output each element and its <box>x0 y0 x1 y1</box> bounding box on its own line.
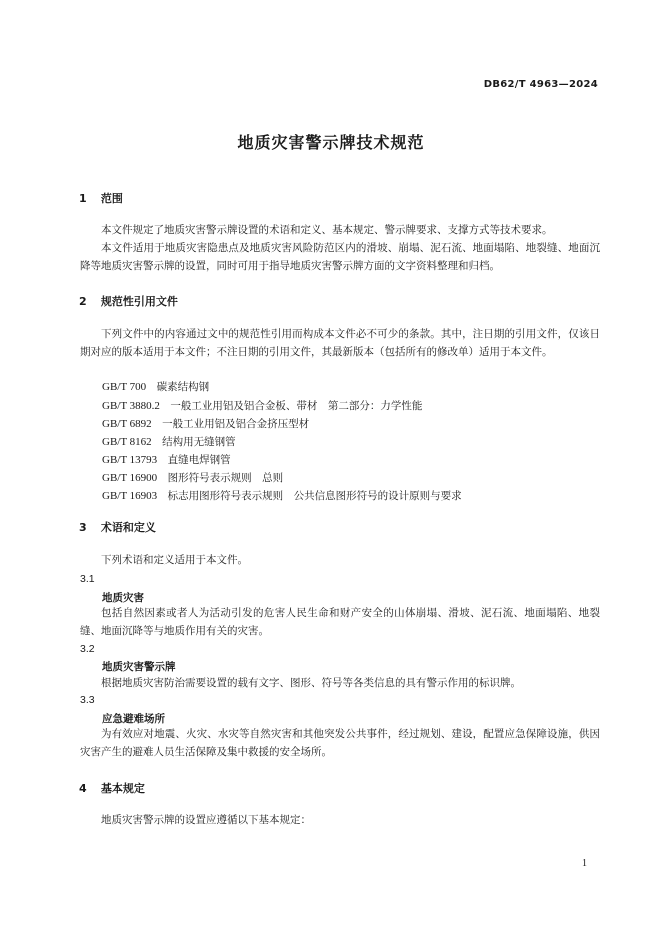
section-title: 范围 <box>100 192 123 205</box>
scope-paragraph-1: 本文件规定了地质灾害警示牌设置的术语和定义、基本规定、警示牌要求、支撑方式等技术要求。 <box>101 224 553 236</box>
reference-name: 结构用无缝钢管 <box>162 436 236 448</box>
section-number: 2 <box>79 295 87 308</box>
section-heading-scope <box>79 190 123 206</box>
scope-paragraph-2: 本文件适用于地质灾害隐患点及地质灾害风险防范区内的滑坡、崩塌、泥石流、地面塌陷、地裂缝、地面沉降等地质灾害警示牌的设置，同时可用于指导地质灾害警示牌方面的文字资料整理和归档。 <box>80 242 600 272</box>
section-title: 基本规定 <box>100 782 145 795</box>
reference-name: 一般工业用铝及铝合金板、带材 第二部分：力学性能 <box>170 400 423 412</box>
section-title: 术语和定义 <box>100 521 156 534</box>
section-heading-basic-provisions <box>79 780 145 796</box>
term-definition: 根据地质灾害防治需要设置的载有文字、图形、符号等各类信息的具有警示作用的标识牌。 <box>101 677 521 689</box>
reference-item <box>102 416 309 431</box>
reference-item <box>102 452 231 467</box>
term-name: 地质灾害 <box>102 592 144 604</box>
term-definition: 为有效应对地震、火灾、水灾等自然灾害和其他突发公共事件，经过规划、建设，配置应急保障设施，供因灾害产生的避难人员生活保障及集中救援的安全场所。 <box>80 728 600 758</box>
term-number: 3.3 <box>80 694 95 706</box>
section-number: 1 <box>79 192 87 205</box>
page-number: 1 <box>582 858 587 869</box>
reference-name: 标志用图形符号表示规则 公共信息图形符号的设计原则与要求 <box>167 490 462 502</box>
term-number: 3.2 <box>80 643 95 655</box>
reference-item <box>102 379 209 394</box>
section-title: 规范性引用文件 <box>100 295 178 308</box>
reference-code: GB/T 8162 <box>102 436 152 448</box>
section-number: 4 <box>79 782 87 795</box>
reference-code: GB/T 6892 <box>102 418 152 430</box>
terms-intro: 下列术语和定义适用于本文件。 <box>101 554 248 566</box>
reference-item <box>102 434 236 449</box>
reference-code: GB/T 700 <box>102 381 147 393</box>
term-name: 应急避难场所 <box>102 713 165 725</box>
reference-code: GB/T 16903 <box>102 490 158 502</box>
section-number: 3 <box>79 521 87 534</box>
term-definition: 包括自然因素或者人为活动引发的危害人民生命和财产安全的山体崩塌、滑坡、泥石流、地面塌陷、地裂缝、地面沉降等与地质作用有关的灾害。 <box>80 607 600 637</box>
document-title: 地质灾害警示牌技术规范 <box>237 133 425 152</box>
reference-item <box>102 398 422 413</box>
reference-name: 图形符号表示规则 总则 <box>167 472 284 484</box>
reference-name: 直缝电焊钢管 <box>167 454 231 466</box>
document-id: DB62/T 4963—2024 <box>483 79 598 90</box>
term-number: 3.1 <box>80 573 95 585</box>
basic-provisions-intro: 地质灾害警示牌的设置应遵循以下基本规定： <box>101 814 311 826</box>
reference-item <box>102 488 462 503</box>
reference-code: GB/T 13793 <box>102 454 158 466</box>
reference-code: GB/T 3880.2 <box>102 400 160 412</box>
section-heading-normative-references <box>79 293 178 309</box>
term-name: 地质灾害警示牌 <box>102 661 176 673</box>
references-intro: 下列文件中的内容通过文中的规范性引用而构成本文件必不可少的条款。其中，注日期的引用文件，仅该日期对应的版本适用于本文件；不注日期的引用文件，其最新版本（包括所有的修改单）适用于本文件。 <box>80 328 600 358</box>
reference-name: 一般工业用铝及铝合金挤压型材 <box>162 418 310 430</box>
reference-item <box>102 470 283 485</box>
reference-name: 碳素结构钢 <box>156 381 210 393</box>
section-heading-terms <box>79 519 156 535</box>
reference-code: GB/T 16900 <box>102 472 158 484</box>
